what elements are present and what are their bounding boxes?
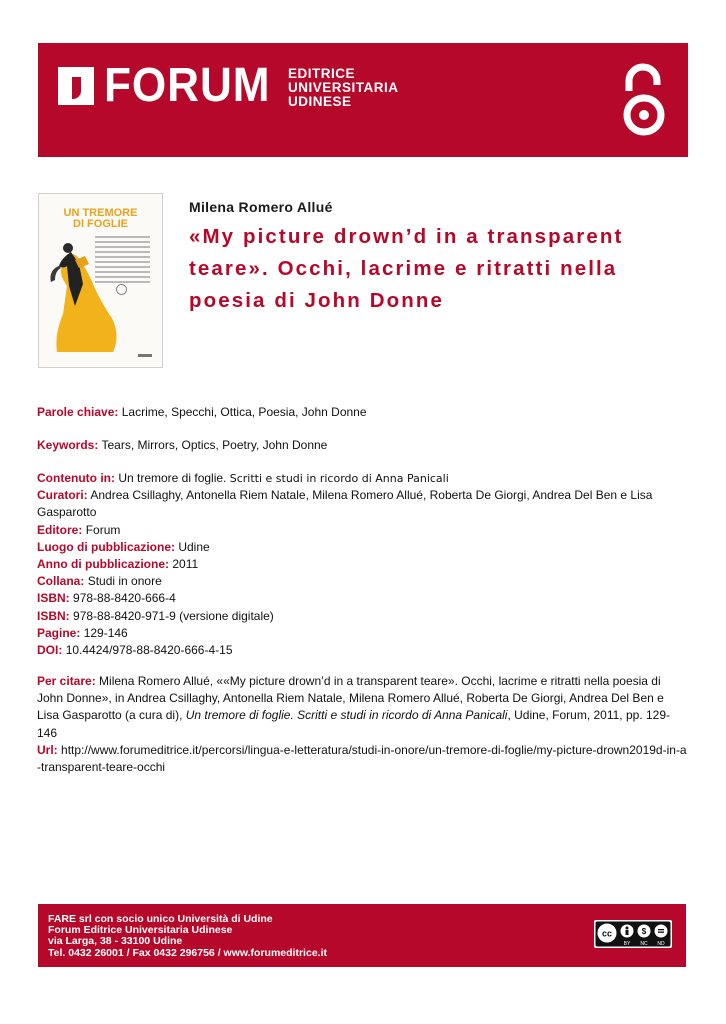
citation-row	[37, 673, 689, 742]
cover-title-line: UN TREMORE	[63, 207, 138, 219]
isbn-label: ISBN:	[37, 591, 70, 606]
open-access-icon	[620, 61, 668, 139]
footer-line[interactable]: Tel. 0432 26001 / Fax 0432 296756 / www.forumeditrice.it	[48, 946, 327, 959]
article-title: «My picture drown’d in a transparent teare». Occhi, lacrime e ritratti nella poesia di John Donne	[189, 225, 624, 312]
logo-sub-line: EDITRICE	[288, 66, 356, 81]
footer-line: via Larga, 38 - 33100 Udine	[48, 935, 183, 948]
isbn-digital-value: 978-88-8420-971-9 (versione digitale)	[73, 608, 274, 623]
editore-value: Forum	[85, 522, 121, 537]
book-cover	[38, 193, 163, 368]
isbn-value: 978-88-8420-666-4	[73, 591, 176, 606]
luogo-label: Luogo di pubblicazione:	[37, 539, 175, 554]
url-label: Url:	[37, 742, 58, 757]
cc-nd-label: ND	[657, 941, 665, 947]
logo-word: FORUM	[104, 59, 271, 112]
pagine-row	[37, 625, 689, 642]
citation-text-a: Milena Romero Allué, ««My picture drown’d in a transparent teare». Occhi, lacrime e ritratti nella poesia di John Donne», in Andrea Csillaghy, Antonella Riem Natale, Milena Romero Allué, Roberta De Giorgi, Andrea Del Ben e Lisa Gasparotto (a cura di),	[37, 674, 664, 723]
footer-banner	[38, 904, 686, 967]
logo-sub-line: UDINESE	[288, 94, 352, 109]
editore-label: Editore:	[37, 522, 83, 537]
keywords-label: Keywords:	[37, 438, 99, 452]
forum-logo	[58, 59, 285, 112]
url-link[interactable]: http://www.forumeditrice.it/percorsi/lingua-e-letteratura/studi-in-onore/un-tremore-di-foglie/my-picture-drown2019d-in-a-transparent-teare-occhi	[37, 742, 687, 775]
footer-text	[48, 914, 327, 959]
isbn-digital-label: ISBN:	[37, 608, 70, 623]
footer-line: FARE srl con socio unico Università di Udine	[48, 913, 273, 925]
creative-commons-icon	[594, 920, 672, 948]
collana-label: Collana:	[37, 574, 85, 589]
curatori-value: Andrea Csillaghy, Antonella Riem Natale, Milena Romero Allué, Roberta De Giorgi, Andrea Del Ben e Lisa Gasparotto	[37, 488, 653, 520]
keywords-value: Tears, Mirrors, Optics, Poetry, John Donne	[101, 438, 328, 452]
header-banner	[38, 43, 688, 157]
citation-label: Per citare:	[37, 674, 96, 688]
isbn-digital-row	[37, 608, 689, 625]
cover-figure-illustration	[39, 194, 162, 367]
cover-title-line: DI FOGLIE	[73, 218, 128, 230]
pagine-label: Pagine:	[37, 625, 81, 640]
cc-nc-label: NC	[640, 941, 648, 947]
editore-row	[37, 522, 689, 539]
doi-row	[37, 642, 689, 659]
footer-line: Forum Editrice Universitaria Udinese	[48, 924, 233, 937]
logo-sub-line: UNIVERSITARIA	[288, 80, 399, 95]
citation-block	[37, 673, 689, 776]
luogo-value: Udine	[178, 539, 210, 554]
parole-chiave-row	[37, 404, 689, 421]
luogo-row	[37, 539, 689, 556]
curatori-label: Curatori:	[37, 488, 88, 503]
forum-logo-mark-icon	[58, 67, 94, 105]
article-author: Milena Romero Allué	[189, 199, 333, 215]
parole-chiave-value: Lacrime, Specchi, Ottica, Poesia, John Donne	[121, 405, 367, 419]
anno-value: 2011	[172, 557, 199, 572]
contenuto-row	[37, 470, 689, 487]
bibliographic-block	[37, 470, 689, 659]
cover-publisher-mark	[138, 354, 152, 357]
url-row	[37, 742, 689, 776]
doi-label: DOI:	[37, 643, 63, 658]
isbn-row	[37, 590, 689, 607]
parole-chiave-label: Parole chiave:	[37, 405, 119, 419]
cc-by-label: BY	[623, 941, 631, 947]
anno-row	[37, 556, 689, 573]
logo-subtitle	[288, 67, 399, 109]
svg-text:cc: cc	[601, 928, 613, 939]
citation-text-italic: Un tremore di foglie. Scritti e studi in ricordo di Anna Panicali	[185, 708, 508, 723]
contenuto-main: Un tremore di foglie.	[118, 471, 227, 485]
doi-value: 10.4424/978-88-8420-666-4-15	[65, 643, 233, 658]
collana-row	[37, 573, 689, 590]
svg-text:$: $	[641, 927, 647, 936]
anno-label: Anno di pubblicazione:	[37, 557, 169, 572]
citation-text-b: , Udine, Forum, 2011, pp. 129-146	[37, 708, 670, 740]
pagine-value: 129-146	[83, 625, 128, 640]
collana-value: Studi in onore	[87, 574, 162, 589]
keywords-row	[37, 437, 689, 454]
curatori-row	[37, 487, 689, 521]
contenuto-rest: Scritti e studi in ricordo di Anna Panicali	[229, 472, 449, 485]
contenuto-label: Contenuto in:	[37, 471, 115, 485]
